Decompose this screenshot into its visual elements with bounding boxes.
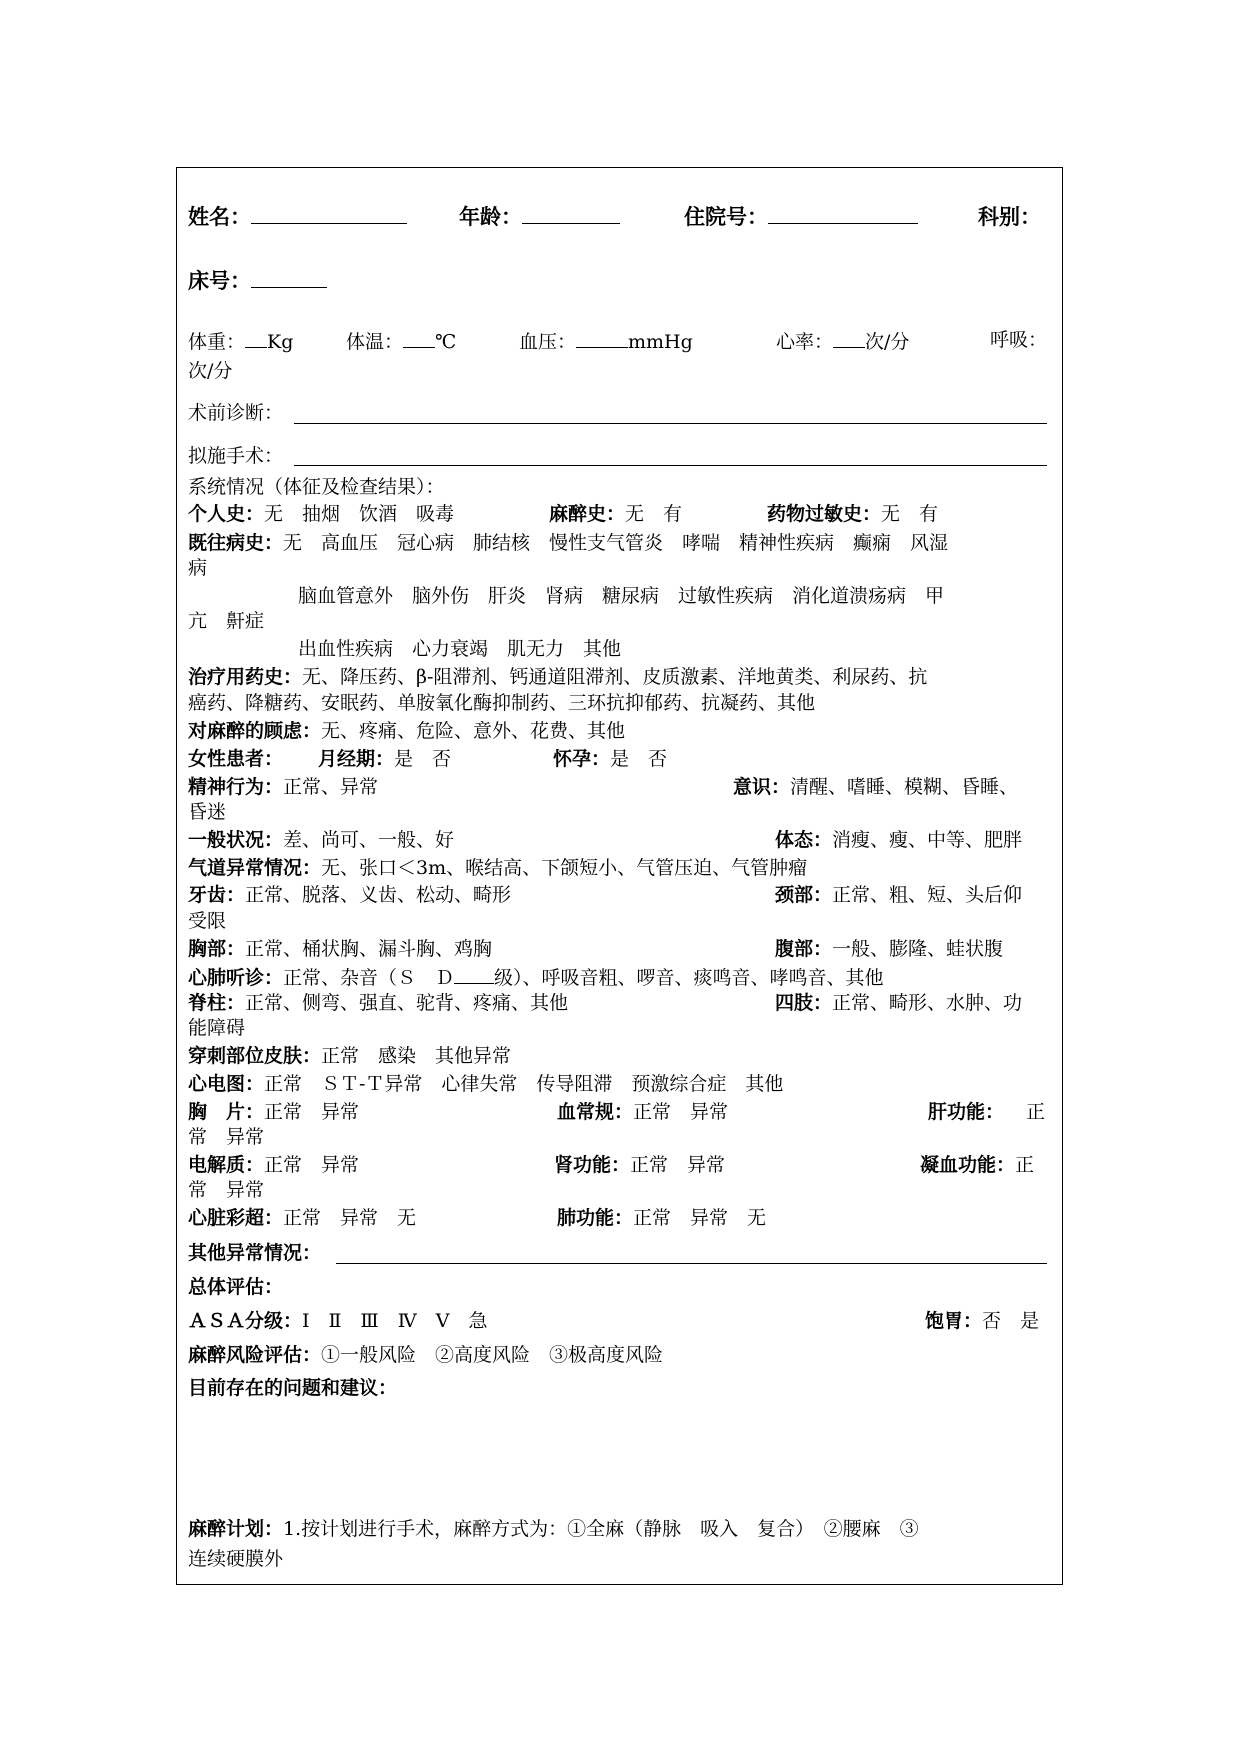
mental-behavior-row bbox=[188, 774, 378, 800]
anesthesia-plan-line2: 连续硬膜外 bbox=[188, 1548, 284, 1570]
asa-label: ＡＳＡ分级： bbox=[188, 1310, 303, 1332]
auscultation-pre: 正常、杂音（Ｓ Ｄ bbox=[283, 967, 455, 989]
pregnancy-label: 怀孕： bbox=[553, 748, 611, 770]
neck-label: 颈部： bbox=[775, 884, 833, 906]
limbs-label: 四肢： bbox=[775, 992, 833, 1014]
weight-field bbox=[188, 327, 293, 355]
problems-label bbox=[188, 1375, 397, 1401]
liver-function-options: 正 bbox=[1026, 1101, 1046, 1123]
past-history-line3: 出血性疾病 心力衰竭 肌无力 其他 bbox=[298, 638, 622, 660]
temp-label: 体温： bbox=[346, 331, 404, 353]
chest-xray-options: 正常 异常 bbox=[264, 1101, 360, 1123]
liver-function-label: 肝功能： bbox=[928, 1101, 1005, 1123]
neck-row bbox=[775, 882, 1022, 908]
drug-allergy-row bbox=[767, 501, 938, 527]
bed-blank[interactable] bbox=[251, 267, 327, 288]
bp-unit: mmHg bbox=[628, 331, 693, 353]
teeth-options: 正常、脱落、义齿、松动、畸形 bbox=[245, 884, 512, 906]
electrolyte-row bbox=[188, 1152, 359, 1178]
system-title: 系统情况（体征及检查结果）： bbox=[188, 476, 445, 498]
body-type-row bbox=[775, 827, 1022, 853]
past-history-label: 既往病史： bbox=[188, 532, 284, 554]
bp-label: 血压： bbox=[519, 331, 577, 353]
hr-field bbox=[776, 327, 909, 355]
other-abnormal-label bbox=[188, 1240, 321, 1266]
age-field bbox=[459, 202, 620, 232]
blood-routine-options: 正常 异常 bbox=[633, 1101, 729, 1123]
name-label: 姓名： bbox=[188, 204, 251, 229]
admission-no-blank[interactable] bbox=[768, 203, 918, 224]
weight-blank[interactable] bbox=[245, 327, 267, 348]
menses-label: 月经期： bbox=[318, 748, 395, 770]
body-type-label: 体态： bbox=[775, 829, 833, 851]
name-blank[interactable] bbox=[251, 203, 407, 224]
other-abnormal-text: 其他异常情况： bbox=[188, 1242, 322, 1264]
murmur-grade-blank[interactable] bbox=[454, 963, 494, 984]
full-stomach-options: 否 是 bbox=[982, 1310, 1040, 1332]
bed-field bbox=[188, 266, 327, 296]
past-history-line1: 无 高血压 冠心病 肺结核 慢性支气管炎 哮喘 精神性疾病 癫痫 风湿 bbox=[283, 532, 949, 554]
medication-line2: 癌药、降糖药、安眠药、单胺氧化酶抑制药、三环抗抑郁药、抗凝药、其他 bbox=[188, 692, 816, 714]
asa-options: Ⅰ Ⅱ Ⅲ Ⅳ Ⅴ 急 bbox=[302, 1310, 488, 1332]
limbs-wrap: 能障碍 bbox=[188, 1017, 246, 1039]
anesthesia-history-options: 无 有 bbox=[625, 503, 683, 525]
echo-row bbox=[188, 1205, 416, 1231]
airway-label: 气道异常情况： bbox=[188, 857, 322, 879]
weight-unit: Kg bbox=[267, 331, 294, 353]
bp-field bbox=[519, 327, 693, 355]
chest-row bbox=[188, 936, 492, 962]
weight-label: 体重： bbox=[188, 331, 246, 353]
general-condition-label: 一般状况： bbox=[188, 829, 284, 851]
anesthesia-plan-line1: 1.按计划进行手术，麻醉方式为：①全麻（静脉 吸入 复合） ②腰麻 ③ bbox=[283, 1518, 919, 1540]
body-type-options: 消瘦、瘦、中等、肥胖 bbox=[832, 829, 1023, 851]
medication-label: 治疗用药史： bbox=[188, 666, 303, 688]
female-label-text: 女性患者： bbox=[188, 748, 284, 770]
lung-function-row bbox=[557, 1205, 766, 1231]
spine-row bbox=[188, 990, 568, 1016]
mental-behavior-label: 精神行为： bbox=[188, 776, 284, 798]
pregnancy-options: 是 否 bbox=[610, 748, 668, 770]
bp-blank[interactable] bbox=[576, 327, 628, 348]
echo-label: 心脏彩超： bbox=[188, 1207, 284, 1229]
consciousness-row bbox=[733, 774, 1018, 800]
planned-surgery-label: 拟施手术： bbox=[188, 445, 284, 467]
risk-options: ①一般风险 ②高度风险 ③极高度风险 bbox=[321, 1344, 664, 1366]
past-history-line2: 脑血管意外 脑外伤 肝炎 肾病 糖尿病 过敏性疾病 消化道溃疡病 甲 bbox=[298, 585, 945, 607]
age-blank[interactable] bbox=[522, 203, 620, 224]
resp-label: 呼吸： bbox=[990, 329, 1048, 351]
admission-no-label: 住院号： bbox=[684, 204, 768, 229]
anesthesia-plan-row bbox=[188, 1516, 919, 1542]
name-field bbox=[188, 202, 407, 232]
medication-line1: 无、降压药、β-阻滞剂、钙通道阻滞剂、皮质激素、洋地黄类、利尿药、抗 bbox=[302, 666, 928, 688]
admission-no-field bbox=[684, 202, 918, 232]
chest-xray-row bbox=[188, 1099, 359, 1125]
anesthesia-concerns-options: 无、疼痛、危险、意外、花费、其他 bbox=[321, 720, 626, 742]
abdomen-row bbox=[775, 936, 1003, 962]
pregnancy-row bbox=[553, 746, 667, 772]
personal-history-options: 无 抽烟 饮酒 吸毒 bbox=[264, 503, 455, 525]
limbs-options: 正常、畸形、水肿、功 bbox=[832, 992, 1023, 1014]
chest-options: 正常、桶状胸、漏斗胸、鸡胸 bbox=[245, 938, 493, 960]
ecg-row bbox=[188, 1071, 783, 1097]
overall-assessment-label bbox=[188, 1274, 283, 1300]
past-history-line1-wrap: 病 bbox=[188, 557, 208, 579]
menses-row bbox=[318, 746, 451, 772]
general-condition-options: 差、尚可、一般、好 bbox=[283, 829, 455, 851]
hr-unit: 次/分 bbox=[865, 331, 910, 353]
ecg-options: 正常 ＳＴ-Ｔ异常 心律失常 传导阻滞 预激综合症 其他 bbox=[264, 1073, 784, 1095]
consciousness-wrap: 昏迷 bbox=[188, 801, 227, 823]
resp-unit: 次/分 bbox=[188, 360, 233, 382]
overall-assessment-text: 总体评估： bbox=[188, 1276, 284, 1298]
ecg-label: 心电图： bbox=[188, 1073, 265, 1095]
medication-row bbox=[188, 664, 927, 690]
past-history-line2-wrap: 亢 鼾症 bbox=[188, 610, 265, 632]
airway-row bbox=[188, 855, 807, 881]
full-stomach-label: 饱胃： bbox=[925, 1310, 983, 1332]
neck-options: 正常、粗、短、头后仰 bbox=[832, 884, 1023, 906]
temp-blank[interactable] bbox=[403, 327, 435, 348]
airway-options: 无、张口＜3m、喉结高、下颌短小、气管压迫、气管肿瘤 bbox=[321, 857, 808, 879]
preop-diagnosis-line[interactable] bbox=[294, 423, 1047, 424]
coagulation-options: 正 bbox=[1015, 1154, 1035, 1176]
anesthesia-history-row bbox=[549, 501, 682, 527]
personal-history-label: 个人史： bbox=[188, 503, 265, 525]
electrolyte-options: 正常 异常 bbox=[264, 1154, 360, 1176]
hr-label: 心率： bbox=[776, 331, 834, 353]
limbs-row bbox=[775, 990, 1022, 1016]
mental-behavior-options: 正常、异常 bbox=[283, 776, 379, 798]
risk-row bbox=[188, 1342, 663, 1368]
puncture-skin-label: 穿刺部位皮肤： bbox=[188, 1045, 322, 1067]
drug-allergy-options: 无 有 bbox=[881, 503, 939, 525]
puncture-skin-row bbox=[188, 1043, 511, 1069]
asa-row bbox=[188, 1308, 487, 1334]
kidney-function-row bbox=[554, 1152, 725, 1178]
anesthesia-plan-label: 麻醉计划： bbox=[188, 1518, 284, 1540]
preop-diagnosis-label: 术前诊断： bbox=[188, 402, 284, 424]
blood-routine-row bbox=[557, 1099, 728, 1125]
personal-history-row bbox=[188, 501, 454, 527]
electrolyte-label: 电解质： bbox=[188, 1154, 265, 1176]
abdomen-label: 腹部： bbox=[775, 938, 833, 960]
drug-allergy-label: 药物过敏史： bbox=[767, 503, 882, 525]
puncture-skin-options: 正常 感染 其他异常 bbox=[321, 1045, 512, 1067]
consciousness-options: 清醒、嗜睡、模糊、昏睡、 bbox=[790, 776, 1019, 798]
teeth-label: 牙齿： bbox=[188, 884, 246, 906]
neck-wrap: 受限 bbox=[188, 910, 227, 932]
echo-options: 正常 异常 无 bbox=[283, 1207, 417, 1229]
liver-function-row bbox=[928, 1099, 1045, 1125]
lung-function-options: 正常 异常 无 bbox=[633, 1207, 767, 1229]
risk-label: 麻醉风险评估： bbox=[188, 1344, 322, 1366]
auscultation-post: 级）、呼吸音粗、啰音、痰鸣音、哮鸣音、其他 bbox=[494, 967, 884, 989]
kidney-function-label: 肾功能： bbox=[554, 1154, 631, 1176]
anesthesia-concerns-row bbox=[188, 718, 625, 744]
past-history-row bbox=[188, 530, 948, 556]
coagulation-label: 凝血功能： bbox=[920, 1154, 1016, 1176]
female-patient-label bbox=[188, 746, 283, 772]
hr-blank[interactable] bbox=[833, 327, 865, 348]
age-label: 年龄： bbox=[459, 204, 522, 229]
general-condition-row bbox=[188, 827, 454, 853]
auscultation-label: 心肺听诊： bbox=[188, 967, 284, 989]
full-stomach-row bbox=[925, 1308, 1039, 1334]
teeth-row bbox=[188, 882, 511, 908]
bed-label: 床号： bbox=[188, 268, 251, 293]
anesthesia-concerns-label: 对麻醉的顾虑： bbox=[188, 720, 322, 742]
lung-function-label: 肺功能： bbox=[557, 1207, 634, 1229]
liver-function-wrap: 常 异常 bbox=[188, 1126, 265, 1148]
chest-label: 胸部： bbox=[188, 938, 246, 960]
coagulation-row bbox=[920, 1152, 1034, 1178]
spine-label: 脊柱： bbox=[188, 992, 246, 1014]
temp-field bbox=[346, 327, 456, 355]
auscultation-row bbox=[188, 963, 884, 991]
temp-unit: ℃ bbox=[435, 331, 457, 353]
planned-surgery-line[interactable] bbox=[294, 465, 1047, 466]
problems-text: 目前存在的问题和建议： bbox=[188, 1377, 398, 1399]
spine-options: 正常、侧弯、强直、驼背、疼痛、其他 bbox=[245, 992, 569, 1014]
consciousness-label: 意识： bbox=[733, 776, 791, 798]
department-label: 科别： bbox=[978, 204, 1041, 229]
coagulation-wrap: 常 异常 bbox=[188, 1179, 265, 1201]
anesthesia-history-label: 麻醉史： bbox=[549, 503, 626, 525]
abdomen-options: 一般、膨隆、蛙状腹 bbox=[832, 938, 1004, 960]
menses-options: 是 否 bbox=[394, 748, 452, 770]
chest-xray-label: 胸 片： bbox=[188, 1101, 265, 1123]
other-abnormal-line[interactable] bbox=[336, 1263, 1047, 1264]
blood-routine-label: 血常规： bbox=[557, 1101, 634, 1123]
kidney-function-options: 正常 异常 bbox=[630, 1154, 726, 1176]
